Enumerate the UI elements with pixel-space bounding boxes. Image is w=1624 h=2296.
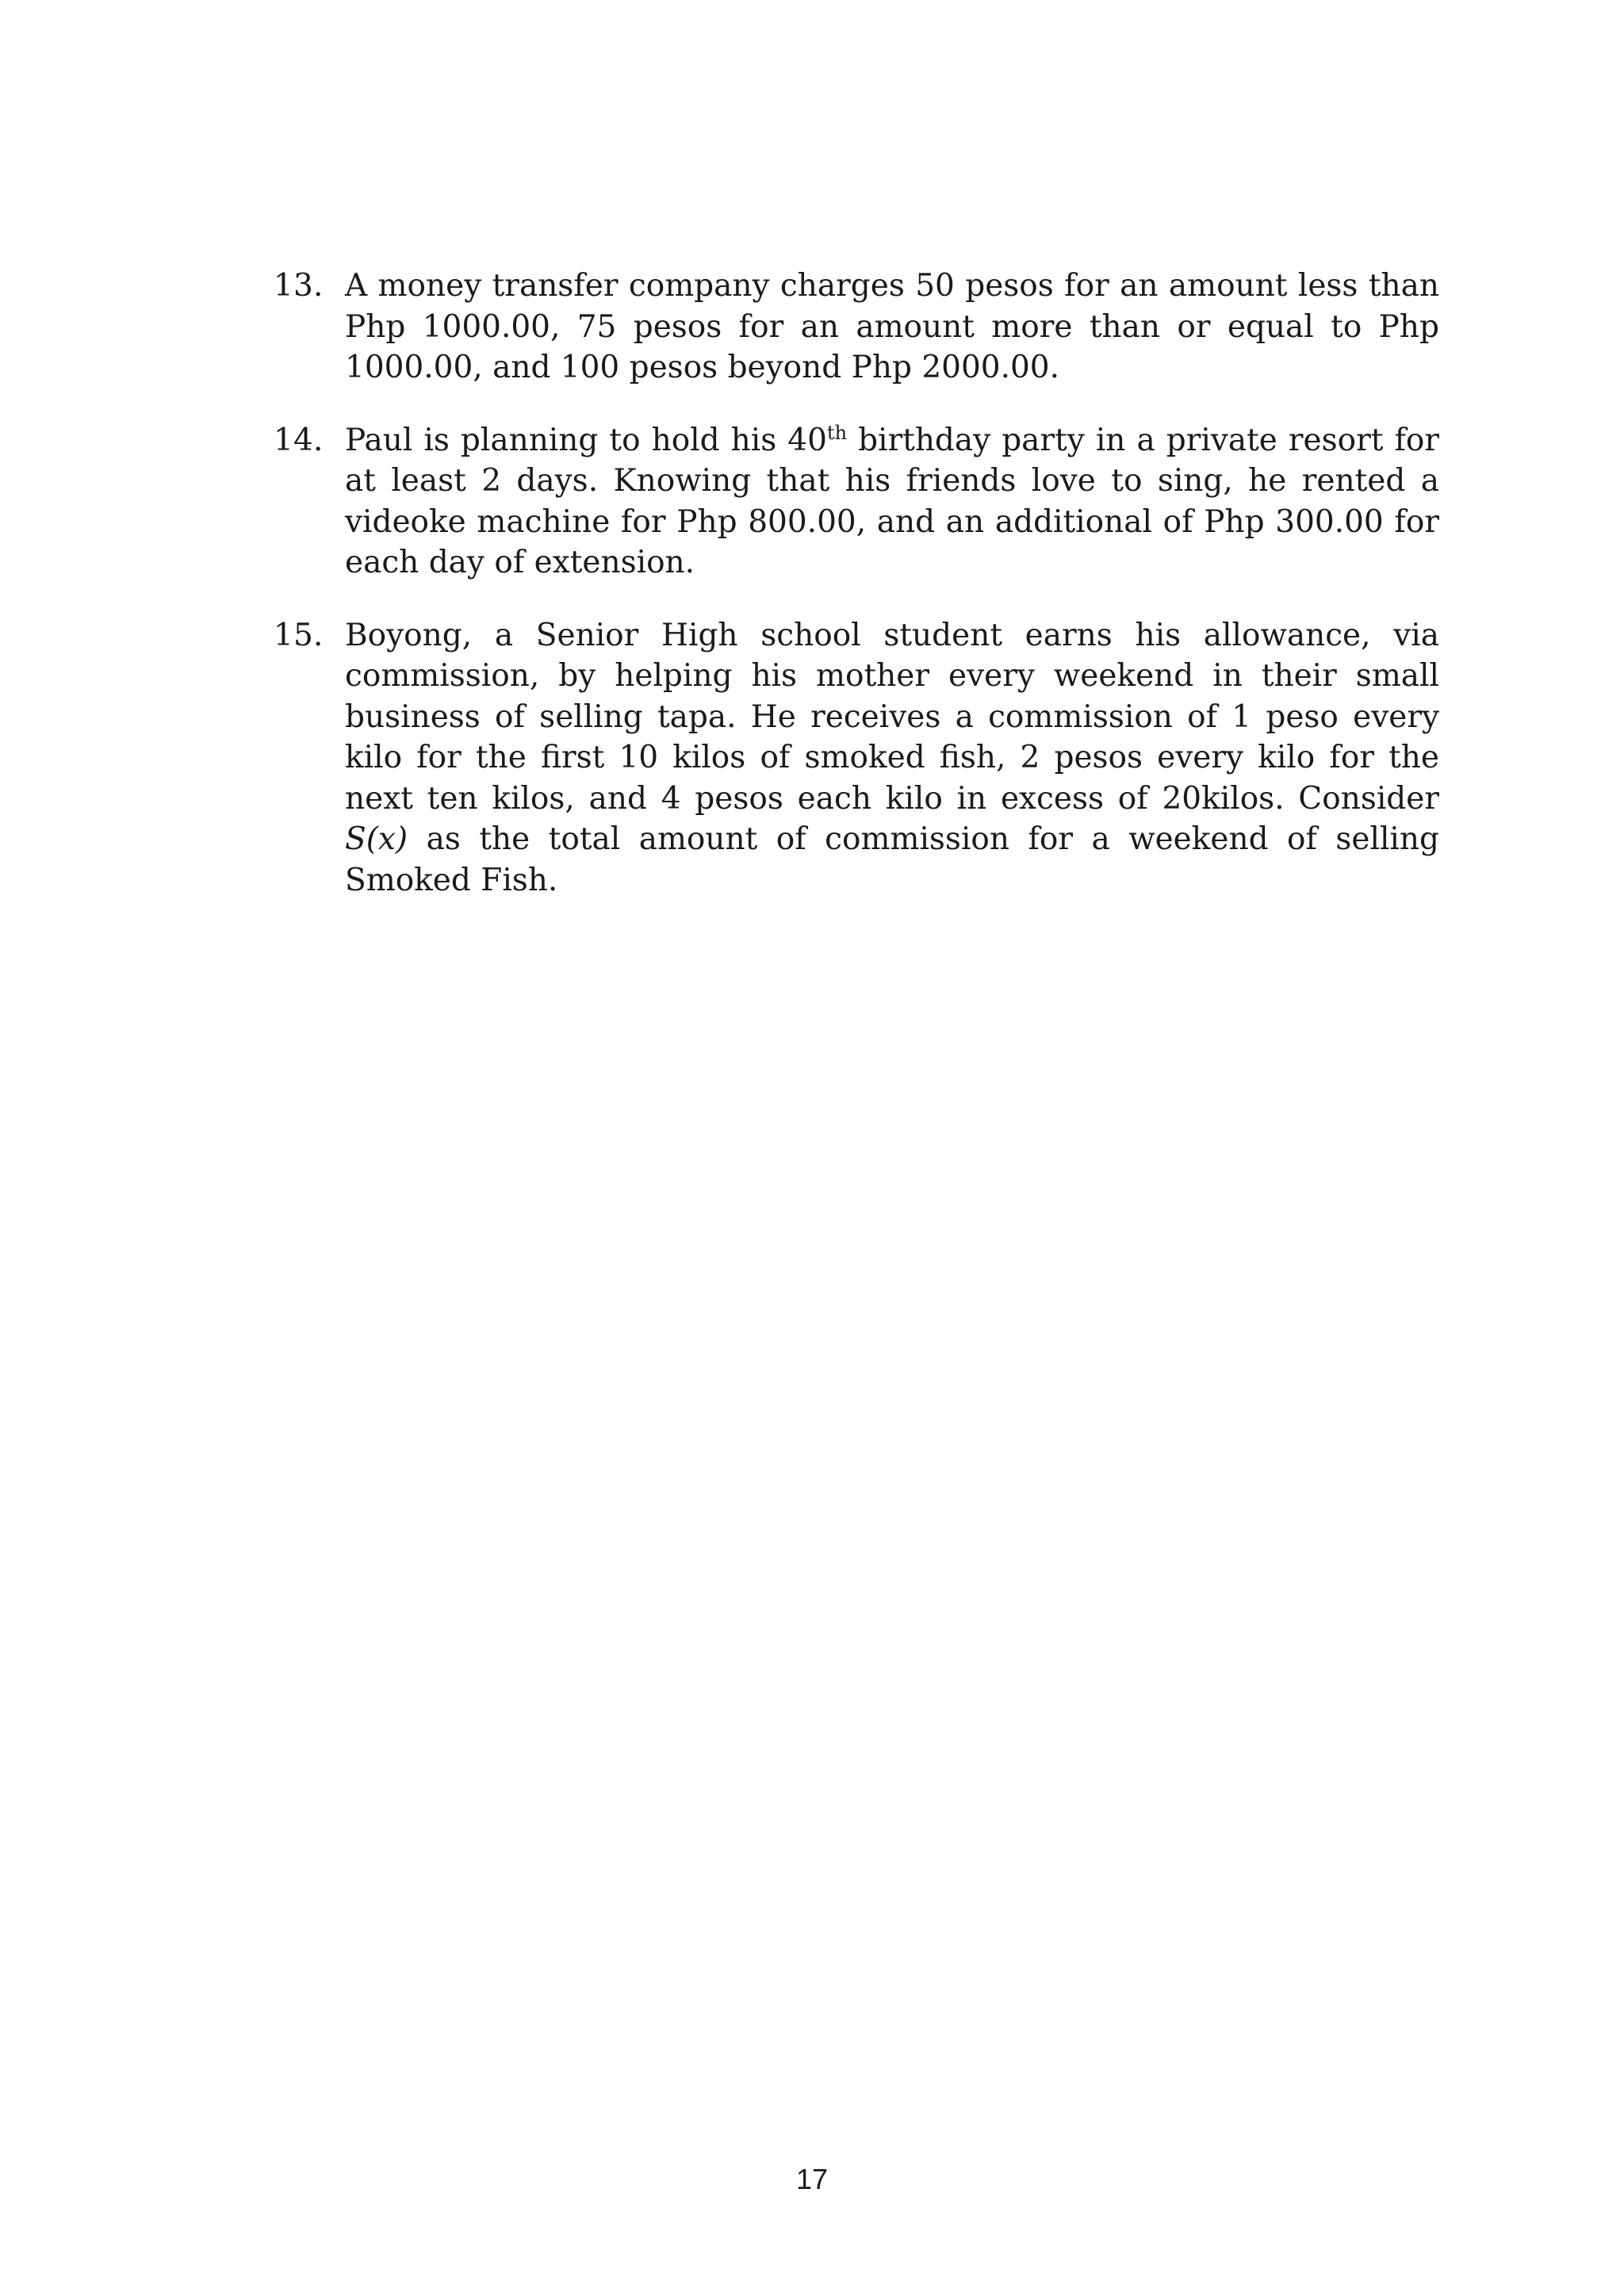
problem-text [345,615,1439,901]
problem-text-part: Paul is planning to hold his 40 [345,422,827,458]
problem-13 [274,266,1439,388]
problem-text [345,420,1439,584]
problem-text-part: as the total amount of commission for a weekend of selling Smoked Fish. [345,821,1439,898]
page-number: 17 [795,2163,829,2195]
problem-list [274,266,1439,932]
problem-number: 15. [274,617,324,653]
problem-15 [274,615,1439,901]
problem-text: A money transfer company charges 50 pesos for an amount less than Php 1000.00, 75 pesos for an amount more than or equal to Php 1000.00, and 100 pesos beyond Php 2000.00. [345,268,1439,385]
problem-14 [274,420,1439,584]
problem-number: 14. [274,422,324,458]
math-expression: S(x) [345,821,408,857]
problem-number: 13. [274,268,324,304]
problem-text-part: Boyong, a Senior High school student earns his allowance, via commission, by helping his mother every weekend in their small business of selling tapa. He receives a commission of 1 peso every kilo for the first 10 kilos of smoked fish, 2 pesos every kilo for the next ten kilos, and 4 pesos each kilo in excess of 20kilos. Consider [345,617,1439,817]
ordinal-superscript: th [826,421,848,444]
problem-text-part: birthday party in a private resort for at least 2 days. Knowing that his friends love to sing, he rented a videoke machine for Php 800.00, and an additional of Php 300.00 for each day of extension. [345,422,1439,580]
